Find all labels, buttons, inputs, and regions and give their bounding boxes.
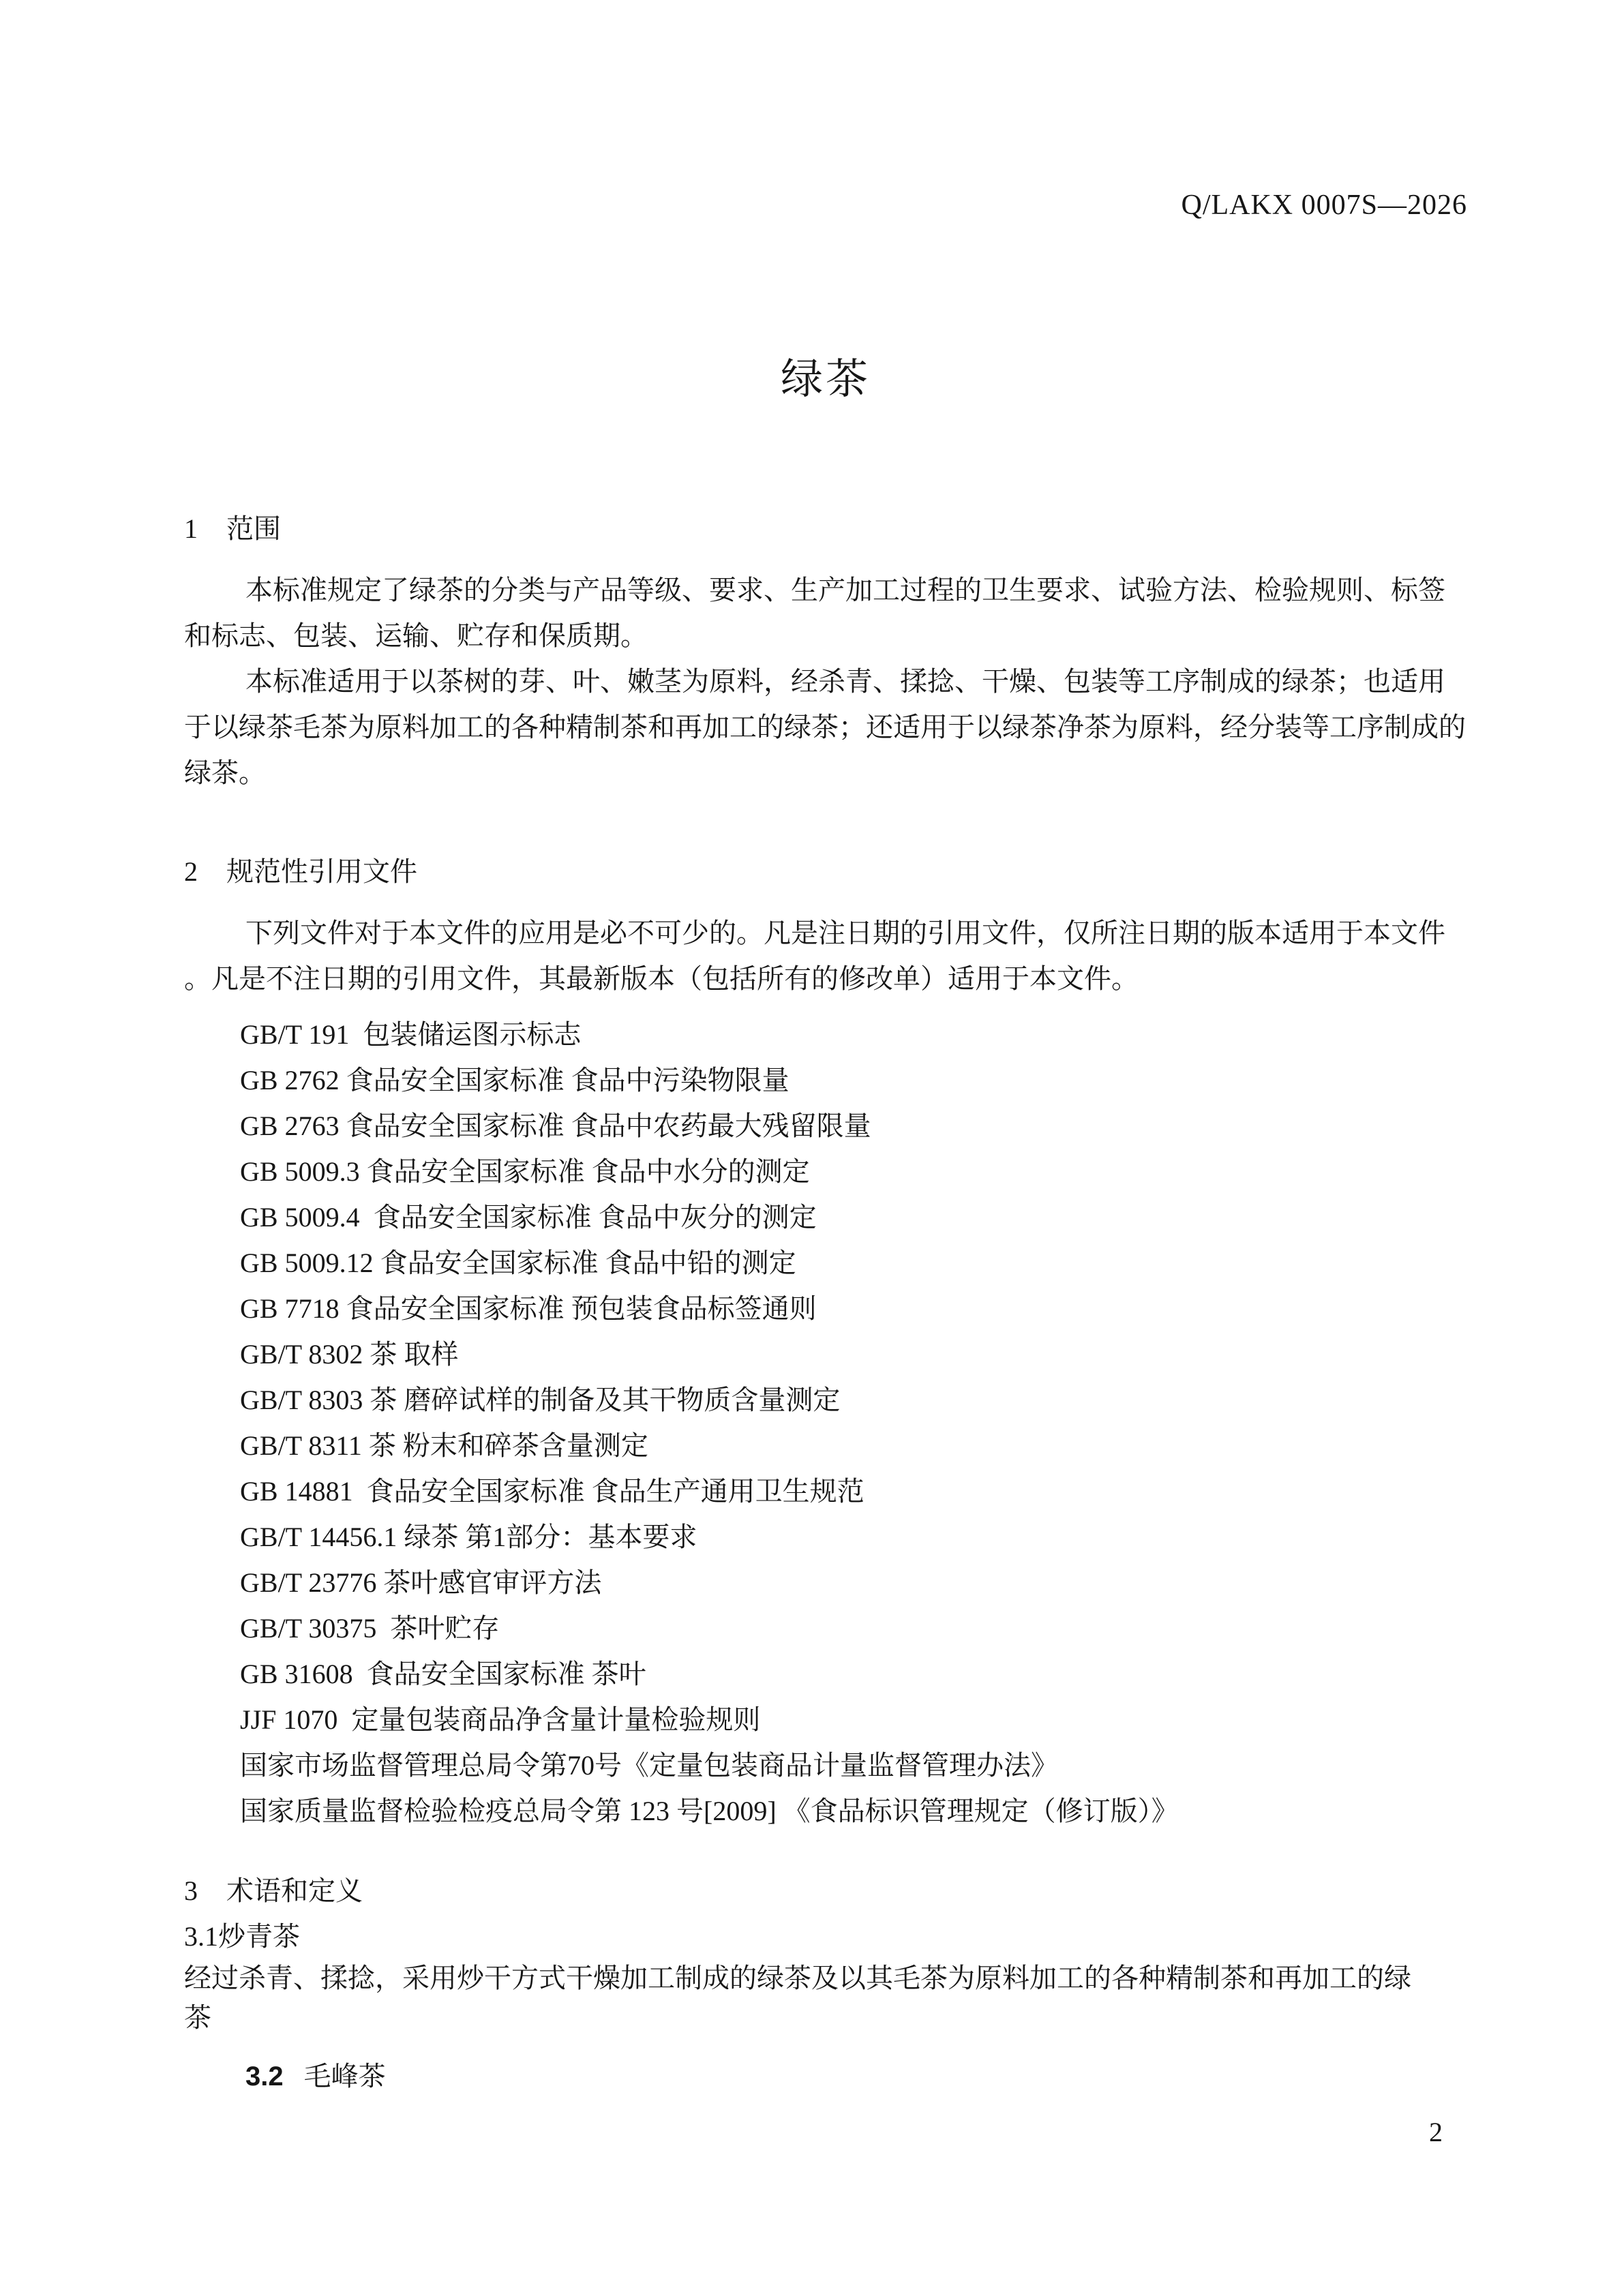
page-number: 2	[1429, 2117, 1443, 2147]
section-3-2-term: 毛峰茶	[303, 2061, 386, 2091]
page-title: 绿茶	[780, 357, 871, 403]
reference-item: GB/T 8311 茶 粉末和碎茶含量测定	[240, 1430, 648, 1461]
section-3-1-heading	[184, 1914, 300, 1959]
paragraph-line: 于以绿茶毛茶为原料加工的各种精制茶和再加工的绿茶；还适用于以绿茶净茶为原料，经分装等工序制成的	[184, 712, 1466, 742]
reference-item: GB 5009.3 食品安全国家标准 食品中水分的测定	[240, 1156, 810, 1187]
reference-item: GB/T 23776 茶叶感官审评方法	[240, 1567, 602, 1598]
reference-item: GB/T 8302 茶 取样	[240, 1339, 459, 1370]
section-3-number: 3	[184, 1875, 198, 1906]
section-3-1-number: 3.1	[184, 1921, 218, 1952]
paragraph-line: 绿茶。	[184, 757, 266, 788]
doc-code: Q/LAKX 0007S—2026	[1181, 190, 1467, 221]
reference-item: 国家市场监督管理总局令第70号《定量包装商品计量监督管理办法》	[240, 1750, 1058, 1781]
paragraph-line: 茶	[184, 2002, 211, 2033]
paragraph-line: 本标准适用于以茶树的芽、叶、嫩茎为原料，经杀青、揉捻、干燥、包装等工序制成的绿茶；也适用	[245, 666, 1445, 697]
reference-item: GB 2762 食品安全国家标准 食品中污染物限量	[240, 1065, 790, 1096]
section-1-title: 范围	[226, 513, 281, 544]
section-3-heading	[184, 1868, 363, 1914]
reference-item: GB/T 191 包装储运图示标志	[240, 1019, 582, 1050]
reference-item: GB/T 8303 茶 磨碎试样的制备及其干物质含量测定	[240, 1385, 841, 1415]
paragraph-line: 下列文件对于本文件的应用是必不可少的。凡是注日期的引用文件，仅所注日期的版本适用于本文件	[245, 918, 1445, 948]
reference-item: JJF 1070 定量包装商品净含量计量检验规则	[240, 1704, 761, 1735]
reference-item: GB 7718 食品安全国家标准 预包装食品标签通则	[240, 1293, 817, 1324]
paragraph-line: 经过杀青、揉捻，采用炒干方式干燥加工制成的绿茶及以其毛茶为原料加工的各种精制茶和再加工的绿	[184, 1963, 1411, 1993]
section-2-number: 2	[184, 856, 198, 887]
section-2-intro	[184, 910, 1473, 1001]
paragraph-line: 本标准规定了绿茶的分类与产品等级、要求、生产加工过程的卫生要求、试验方法、检验规则、标签	[245, 575, 1445, 605]
reference-item: GB 2763 食品安全国家标准 食品中农药最大残留限量	[240, 1111, 871, 1141]
reference-item: GB/T 14456.1 绿茶 第1部分：基本要求	[240, 1522, 697, 1552]
section-3-1-term: 炒青茶	[218, 1921, 300, 1952]
section-1-heading	[184, 506, 281, 552]
section-1-number: 1	[184, 513, 198, 544]
section-1-body	[184, 567, 1473, 796]
references-list	[184, 1012, 1473, 1834]
reference-item: GB 31608 食品安全国家标准 茶叶	[240, 1659, 646, 1689]
section-2-title: 规范性引用文件	[226, 856, 417, 887]
reference-item: GB 5009.12 食品安全国家标准 食品中铅的测定	[240, 1248, 796, 1278]
section-3-1-definition	[184, 1959, 1473, 2038]
paragraph-line: 。凡是不注日期的引用文件，其最新版本（包括所有的修改单）适用于本文件。	[184, 963, 1139, 994]
reference-item: GB/T 30375 茶叶贮存	[240, 1613, 500, 1644]
reference-item: GB 14881 食品安全国家标准 食品生产通用卫生规范	[240, 1476, 864, 1507]
section-2-heading	[184, 849, 417, 894]
section-3-title: 术语和定义	[226, 1875, 363, 1906]
paragraph-line: 和标志、包装、运输、贮存和保质期。	[184, 620, 648, 651]
section-3-2-number: 3.2	[245, 2061, 284, 2091]
reference-item: 国家质量监督检验检疫总局令第 123 号[2009] 《食品标识管理规定（修订版）》	[240, 1796, 1179, 1826]
reference-item: GB 5009.4 食品安全国家标准 食品中灰分的测定	[240, 1202, 817, 1233]
section-3-2-heading	[184, 2053, 386, 2100]
